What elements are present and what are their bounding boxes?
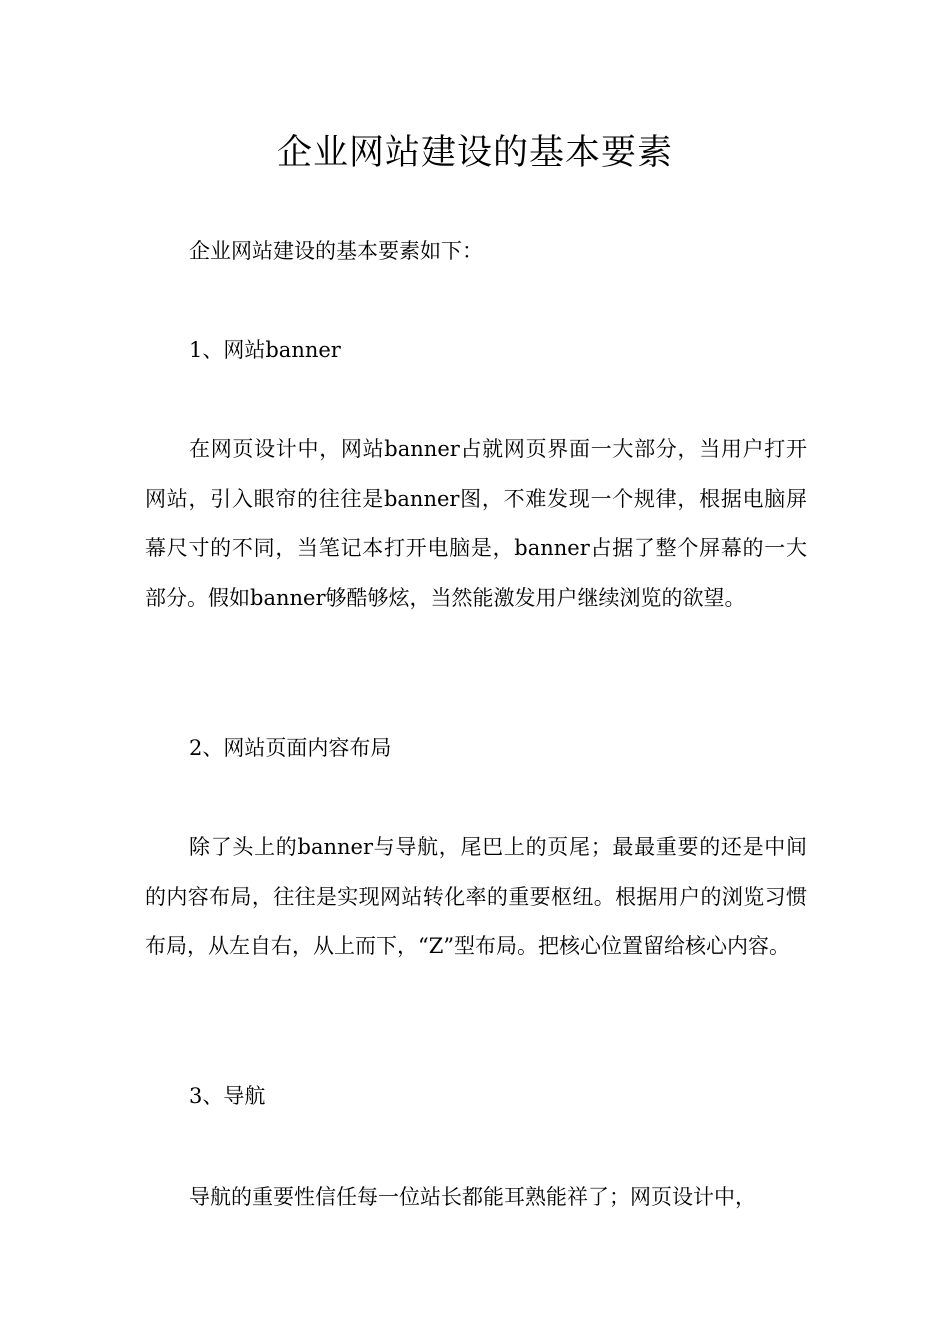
section-3-body: 导航的重要性信任每一位站长都能耳熟能祥了；网页设计中，	[189, 1185, 756, 1209]
section-2-body: 除了头上的banner与导航，尾巴上的页尾；最最重要的还是中间的内容布局，往往是实现网站转化率的重要枢纽。根据用户的浏览习惯布局，从左自右，从上而下，“Z”型布局。把核心位置留给核心内容。	[145, 835, 807, 958]
section-1-body: 在网页设计中，网站banner占就网页界面一大部分，当用户打开网站，引入眼帘的往往是banner图，不难发现一个规律，根据电脑屏幕尺寸的不同，当笔记本打开电脑是，banner占据了整个屏幕的一大部分。假如banner够酷够炫，当然能激发用户继续浏览的欲望。	[145, 437, 807, 610]
section-3-heading: 3、导航	[189, 1084, 266, 1108]
document-title: 企业网站建设的基本要素	[276, 133, 673, 173]
intro-text: 企业网站建设的基本要素如下：	[189, 239, 483, 263]
section-2-heading: 2、网站页面内容布局	[189, 736, 392, 760]
section-1-heading: 1、网站banner	[189, 338, 341, 362]
